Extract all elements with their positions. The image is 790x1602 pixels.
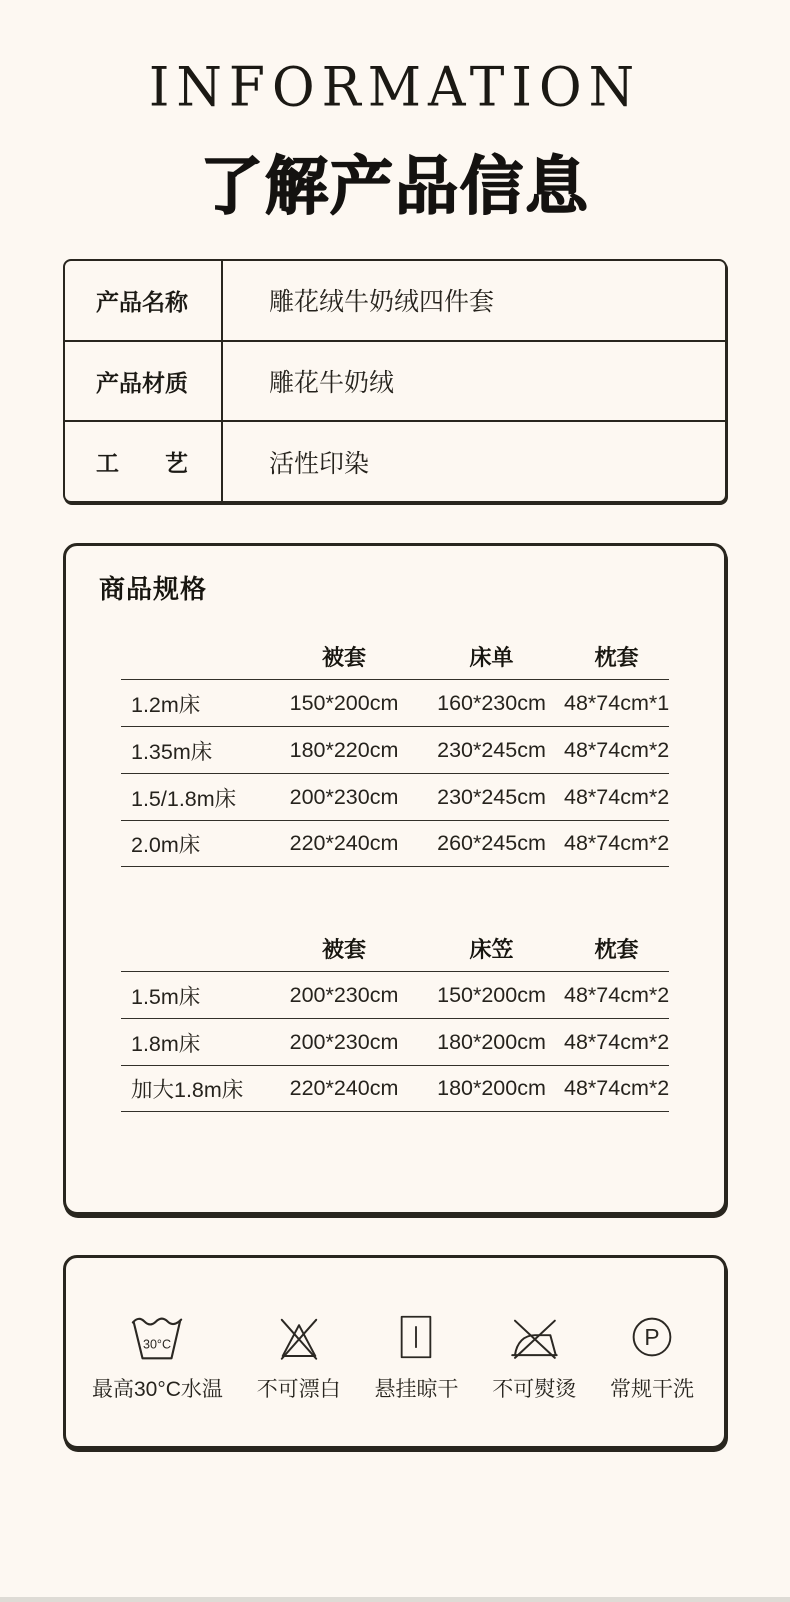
care-item-no-bleach	[257, 1308, 341, 1403]
spec-cell: 48*74cm*2	[564, 784, 670, 809]
care-item-no-iron	[492, 1308, 576, 1403]
attribute-label-text: 工 艺	[96, 450, 188, 477]
page-title-en: INFORMATION	[148, 56, 642, 120]
no-iron-icon	[503, 1308, 565, 1366]
hang-dry-icon	[389, 1308, 443, 1366]
care-item-dry-clean	[610, 1308, 694, 1403]
spec-cell: 2.0m床	[131, 833, 201, 857]
spec-cell: 160*230cm	[437, 690, 546, 715]
care-item-label: 最高30°C水温	[92, 1377, 223, 1401]
attribute-value: 雕花牛奶绒	[269, 369, 395, 397]
spec-cell: 1.5m床	[131, 984, 201, 1009]
spec-header-row	[121, 925, 669, 971]
spec-data-row	[121, 773, 669, 820]
spec-table-flat-sheet	[121, 633, 669, 867]
spec-cell: 1.5/1.8m床	[131, 786, 237, 811]
attribute-label-text: 产品材质	[96, 369, 188, 396]
care-item-label: 常规干洗	[609, 1377, 694, 1401]
bottom-strip	[0, 1597, 790, 1602]
spec-data-row	[121, 1065, 669, 1112]
attribute-label	[65, 342, 223, 421]
spec-header-row	[121, 633, 669, 679]
spec-cell: 1.2m床	[131, 692, 201, 717]
spec-cell: 48*74cm*2	[564, 1029, 670, 1054]
spec-header-cell: 枕套	[594, 936, 639, 962]
spec-cell: 1.35m床	[131, 739, 213, 764]
spec-header-cell: 枕套	[594, 644, 639, 670]
spec-header-cell: 床单	[469, 644, 514, 670]
spec-cell: 150*200cm	[289, 690, 399, 715]
product-attributes-table	[63, 259, 727, 503]
spec-header-cell: 被套	[321, 936, 366, 962]
spec-cell: 200*230cm	[289, 1029, 399, 1054]
table-row	[65, 420, 725, 501]
spec-cell: 180*200cm	[437, 1076, 546, 1100]
spec-cell: 200*230cm	[289, 784, 399, 809]
spec-cell: 220*240cm	[289, 831, 399, 855]
spec-data-row	[121, 726, 669, 773]
spec-cell: 230*245cm	[437, 784, 546, 809]
table-row	[65, 261, 725, 340]
spec-cell: 48*74cm*2	[564, 831, 670, 855]
spec-cell: 150*200cm	[437, 982, 546, 1007]
svg-text:P: P	[644, 1323, 660, 1350]
spec-cell: 48*74cm*2	[564, 982, 670, 1007]
care-item-hang-dry	[374, 1308, 458, 1403]
care-instructions-card	[63, 1255, 727, 1449]
spec-header-cell: 床笠	[469, 936, 514, 962]
care-item-label: 不可熨烫	[492, 1377, 577, 1401]
attribute-label	[65, 261, 223, 340]
spec-cell: 180*220cm	[289, 737, 399, 762]
attribute-label	[65, 422, 223, 501]
spec-cell: 180*200cm	[437, 1029, 546, 1054]
attribute-value: 雕花绒牛奶绒四件套	[269, 288, 495, 317]
spec-table-fitted-sheet	[121, 925, 669, 1112]
care-item-label: 悬挂晾干	[374, 1377, 459, 1401]
spec-data-row	[121, 971, 669, 1018]
spec-cell: 260*245cm	[437, 831, 546, 855]
spec-cell: 48*74cm*2	[564, 737, 670, 762]
spec-data-row	[121, 1018, 669, 1065]
dry-clean-p-icon	[624, 1308, 680, 1366]
svg-text:30°C: 30°C	[143, 1337, 172, 1352]
table-row	[65, 340, 725, 421]
care-item-label: 不可漂白	[256, 1377, 341, 1401]
spec-cell: 48*74cm*1	[564, 690, 670, 715]
attribute-value: 活性印染	[269, 449, 370, 478]
spec-cell: 1.8m床	[131, 1031, 201, 1056]
spec-cell: 200*230cm	[289, 982, 399, 1007]
spec-cell: 220*240cm	[289, 1076, 399, 1100]
spec-data-row	[121, 679, 669, 726]
wash-30c-icon	[125, 1308, 189, 1366]
spec-card	[63, 543, 727, 1215]
page-title-zh: 了解产品信息	[200, 152, 590, 222]
care-item-wash	[92, 1308, 223, 1403]
no-bleach-icon	[269, 1308, 329, 1366]
spec-header-cell: 被套	[321, 644, 366, 670]
spec-cell: 加大1.8m床	[131, 1078, 244, 1102]
spec-cell: 230*245cm	[437, 737, 546, 762]
spec-data-row	[121, 820, 669, 867]
spec-card-title: 商品规格	[99, 574, 208, 604]
spec-cell: 48*74cm*2	[564, 1076, 670, 1100]
attribute-label-text: 产品名称	[96, 288, 188, 315]
